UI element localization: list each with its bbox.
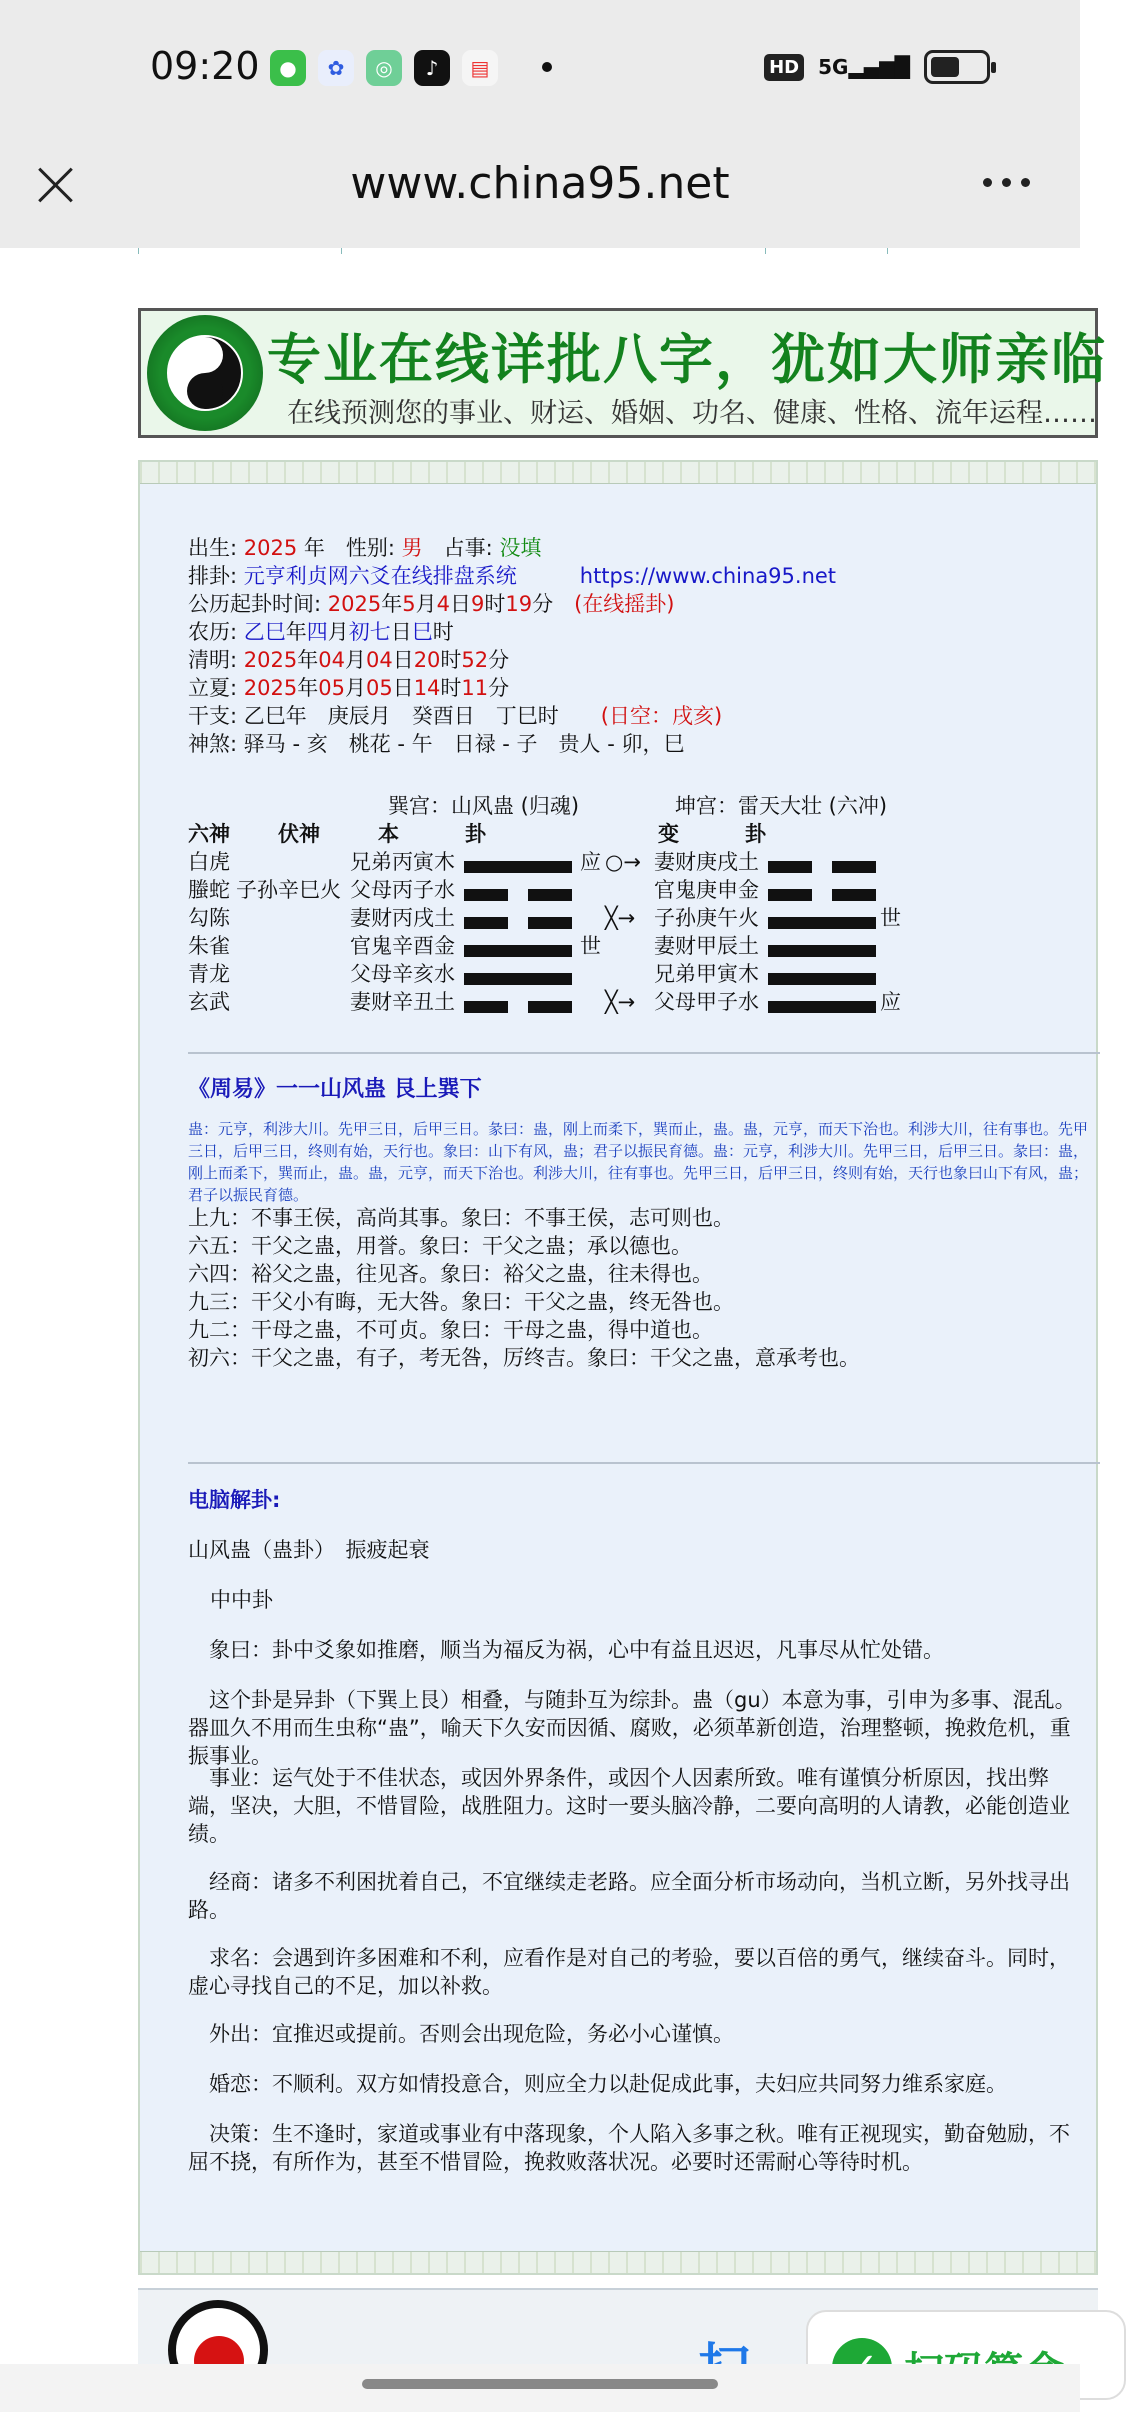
shensha-row: 神煞: 驿马 - 亥 桃花 - 午 日禄 - 子 贵人 - 卯，巳 xyxy=(188,732,685,756)
ganzhi-row: 干支: 乙巳年 庚辰月 癸酉日 丁巳时 (日空：戌亥) xyxy=(188,704,723,728)
yao-line-text: 初六：干父之蛊，有子，考无咎，厉终吉。象曰：干父之蛊，意承考也。 xyxy=(188,1346,860,1370)
ben-cell: 兄弟丙寅木 xyxy=(350,850,455,874)
liushen-cell: 螣蛇 xyxy=(188,878,230,902)
status-bar xyxy=(0,0,1080,130)
analysis-paragraph: 这个卦是异卦（下巽上艮）相叠，与随卦互为综卦。蛊（gu）本意为事，引申为多事、混乱。器皿久不用而生虫称“蛊”，喻天下久安而因循、腐败，必须革新创造，治理整顿，挽救危机，重振事业。 xyxy=(188,1688,1076,1768)
moving-line-mark: ╳→ xyxy=(605,906,636,930)
bian-cell: 官鬼庚申金 xyxy=(654,878,759,902)
gong-right: 坤宫：雷天大壮 (六冲) xyxy=(675,794,888,818)
computer-heading: 电脑解卦: xyxy=(188,1488,281,1512)
bian-yao-line xyxy=(768,856,876,875)
hd-icon: HD xyxy=(764,54,804,81)
liushen-cell: 白虎 xyxy=(188,850,230,874)
ben-yao-line xyxy=(464,912,572,931)
liushen-cell: 青龙 xyxy=(188,962,230,986)
top-table-edge xyxy=(138,248,1080,254)
status-time: 09:20 xyxy=(150,44,260,88)
yinyang-logo-icon xyxy=(147,315,263,431)
liushen-cell: 勾陈 xyxy=(188,906,230,930)
birth-row: 出生: 2025 年 性别: 男 占事: 没填 xyxy=(188,536,542,560)
lunar-row: 农历: 乙巳年四月初七日巳时 xyxy=(188,620,454,644)
shi-ying-mark: 世 xyxy=(880,906,901,930)
bian-yao-line xyxy=(768,912,876,931)
ben-cell: 妻财丙戌土 xyxy=(350,906,455,930)
col-fushen: 伏神 xyxy=(278,822,320,846)
site-url-link[interactable]: https://www.china95.net xyxy=(579,564,837,588)
yao-line-text: 六五：干父之蛊，用誉。象曰：干父之蛊；承以德也。 xyxy=(188,1234,692,1258)
ben-cell: 妻财辛丑土 xyxy=(350,990,455,1014)
bian-yao-line xyxy=(768,940,876,959)
paigua-system-link[interactable]: 元亨利贞网六爻在线排盘系统 xyxy=(243,564,517,588)
liushen-cell: 朱雀 xyxy=(188,934,230,958)
col-ben: 本 卦 xyxy=(378,822,494,846)
camera-ring-icon: ◎ xyxy=(366,50,402,86)
computer-level: 中中卦 xyxy=(210,1588,273,1612)
shi-ying-mark: 世 xyxy=(580,934,601,958)
web-content xyxy=(0,248,1107,2368)
browser-title-bar xyxy=(0,130,1080,248)
bian-yao-line xyxy=(768,996,876,1015)
fushen-cell: 子孙辛巳火 xyxy=(236,878,341,902)
decorative-border-top xyxy=(140,462,1096,484)
decorative-border-bottom xyxy=(140,2251,1096,2273)
bian-cell: 妻财庚戌土 xyxy=(654,850,759,874)
zhouyi-text: 蛊：元亨，利涉大川。先甲三日，后甲三日。彖曰：蛊，刚上而柔下，巽而止，蛊。蛊，元亨，而天下治也。利涉大川，往有事也。先甲三日，后甲三日，终则有始，天行也。象曰：山下有风，蛊；君子以振民育德。蛊：元亨，利涉大川。先甲三日，后甲三日。彖曰：蛊，刚上而柔下，巽而止，蛊。蛊，元亨，而天下治也。利涉大川，往有事也。先甲三日，后甲三日，终则有始，天行也象曰山下有风，蛊；君子以振民育德。 xyxy=(188,1120,1089,1204)
ben-yao-line xyxy=(464,996,572,1015)
zhouyi-heading: 《周易》一一山风蛊 艮上巽下 xyxy=(188,1077,482,1102)
analysis-paragraph: 婚恋：不顺利。双方如情投意合，则应全力以赴促成此事，夫妇应共同努力维系家庭。 xyxy=(209,2072,1007,2096)
moving-line-mark: ╳→ xyxy=(605,990,636,1014)
more-menu-icon[interactable] xyxy=(983,178,1030,187)
ben-cell: 父母丙子水 xyxy=(350,878,455,902)
notification-icons xyxy=(270,50,498,86)
analysis-paragraph: 决策：生不逢时，家道或事业有中落现象，个人陷入多事之秋。唯有正视现实，勤奋勉励，不屈不挠，有所作为，甚至不惜冒险，挽救败落状况。必要时还需耐心等待时机。 xyxy=(188,2122,1070,2174)
banner-subtitle: 在线预测您的事业、财运、婚姻、功名、健康、性格、流年运程…… xyxy=(287,398,1097,429)
signal-icon: 5G▂▄▆█ xyxy=(818,55,910,79)
paigua-row: 排卦: 元亨利贞网六爻在线排盘系统 https://www.china95.net xyxy=(188,564,837,588)
col-liushen: 六神 xyxy=(188,822,230,846)
tiktok-icon: ♪ xyxy=(414,50,450,86)
more-notifications-icon xyxy=(542,62,552,72)
yao-line-text: 九三：干父小有晦，无大咎。象曰：干父之蛊，终无咎也。 xyxy=(188,1290,734,1314)
ben-cell: 父母辛亥水 xyxy=(350,962,455,986)
ben-yao-line xyxy=(464,884,572,903)
wallet-icon: ▤ xyxy=(462,50,498,86)
bian-cell: 子孙庚午火 xyxy=(654,906,759,930)
ben-yao-line xyxy=(464,968,572,987)
divider xyxy=(188,1052,1100,1054)
page-url[interactable]: www.china95.net xyxy=(350,158,730,209)
messages-icon: ● xyxy=(270,50,306,86)
analysis-paragraph: 经商：诸多不利困扰着自己，不宜继续走老路。应全面分析市场动向，当机立断，另外找寻出路。 xyxy=(188,1870,1070,1922)
home-indicator[interactable] xyxy=(362,2379,718,2389)
battery-icon xyxy=(924,50,990,84)
system-indicators xyxy=(764,50,990,84)
yao-line-text: 六四：裕父之蛊，往见吝。象曰：裕父之蛊，往未得也。 xyxy=(188,1262,713,1286)
bian-yao-line xyxy=(768,968,876,987)
banner-title: 专业在线详批八字，犹如大师亲临 xyxy=(267,328,1107,391)
bian-yao-line xyxy=(768,884,876,903)
analysis-paragraph: 事业：运气处于不佳状态，或因外界条件，或因个人因素所致。唯有谨慎分析原因，找出弊端，坚决，大胆，不惜冒险，战胜阻力。这时一要头脑冷静，二要向高明的人请教，必能创造业绩。 xyxy=(188,1766,1070,1846)
liushen-cell: 玄武 xyxy=(188,990,230,1014)
divider xyxy=(188,1462,1100,1464)
ben-cell: 官鬼辛酉金 xyxy=(350,934,455,958)
moving-line-mark: ○→ xyxy=(605,850,641,874)
qingming-row: 清明: 2025年04月04日20时52分 xyxy=(188,648,510,672)
yao-line-text: 九二：干母之蛊，不可贞。象曰：干母之蛊，得中道也。 xyxy=(188,1318,713,1342)
shi-ying-mark: 应 xyxy=(580,850,601,874)
computer-title: 山风蛊（蛊卦） 振疲起衰 xyxy=(188,1538,430,1562)
time-row: 公历起卦时间: 2025年5月4日9时19分 (在线摇卦) xyxy=(188,592,675,616)
analysis-paragraph: 求名：会遇到许多困难和不利，应看作是对自己的考验，要以百倍的勇气，继续奋斗。同时，虚心寻找自己的不足，加以补救。 xyxy=(188,1946,1070,1998)
bian-cell: 妻财甲辰土 xyxy=(654,934,759,958)
bian-cell: 兄弟甲寅木 xyxy=(654,962,759,986)
lixia-row: 立夏: 2025年05月05日14时11分 xyxy=(188,676,510,700)
ben-yao-line xyxy=(464,940,572,959)
baidu-icon: ✿ xyxy=(318,50,354,86)
analysis-paragraph: 象曰：卦中爻象如推磨，顺当为福反为祸，心中有益且迟迟，凡事尽从忙处错。 xyxy=(209,1638,944,1662)
analysis-paragraph: 外出：宜推迟或提前。否则会出现危险，务必小心谨慎。 xyxy=(209,2022,734,2046)
result-panel xyxy=(138,460,1098,2275)
ben-yao-line xyxy=(464,856,572,875)
gong-left: 巽宫：山风蛊 (归魂) xyxy=(388,794,580,818)
promo-banner[interactable] xyxy=(138,308,1107,438)
yao-line-text: 上九：不事王侯，高尚其事。象曰：不事王侯，志可则也。 xyxy=(188,1206,734,1230)
shi-ying-mark: 应 xyxy=(880,990,901,1014)
col-bian: 变 卦 xyxy=(658,822,774,846)
bian-cell: 父母甲子水 xyxy=(654,990,759,1014)
